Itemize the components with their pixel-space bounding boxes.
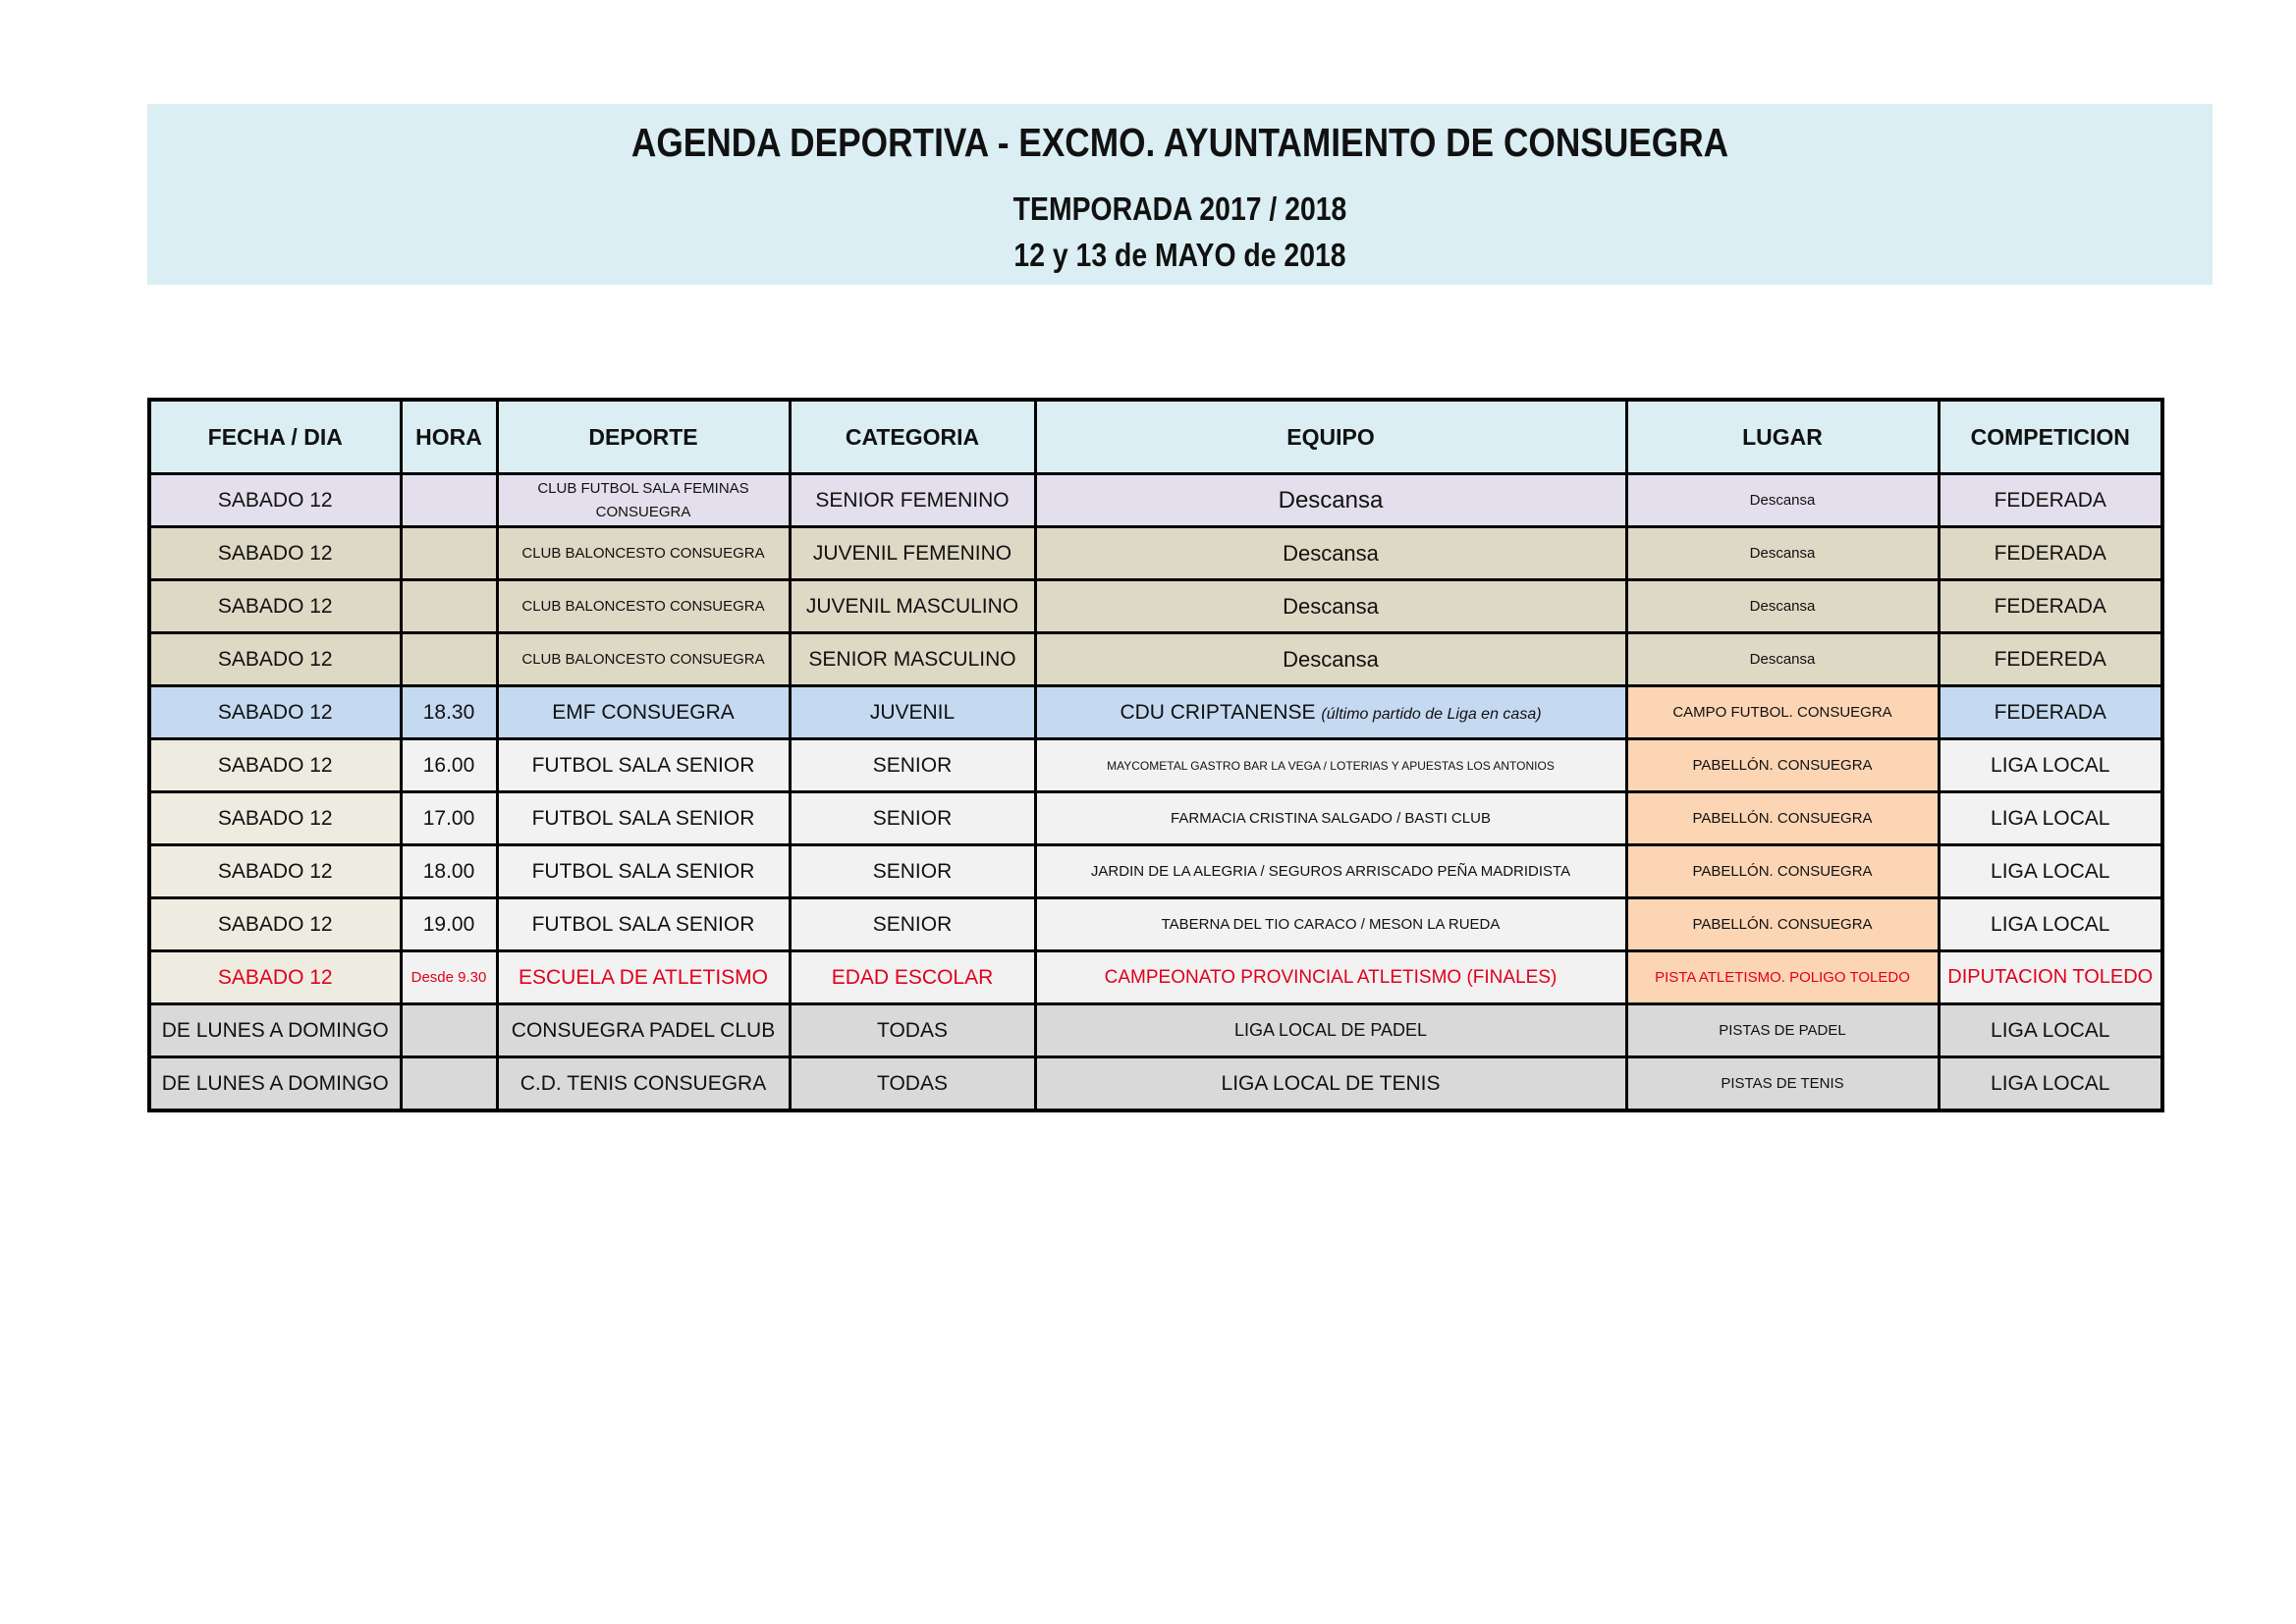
cell-equipo: CAMPEONATO PROVINCIAL ATLETISMO (FINALES) (1035, 951, 1626, 1004)
title-band (147, 104, 2213, 285)
cell-equipo: Descansa (1035, 474, 1626, 527)
cell-hora: Desde 9.30 (401, 951, 497, 1004)
cell-deporte: FUTBOL SALA SENIOR (497, 739, 790, 792)
table-row (149, 474, 2162, 527)
cell-equipo: Descansa (1035, 580, 1626, 633)
cell-categoria: EDAD ESCOLAR (790, 951, 1035, 1004)
table-row (149, 1004, 2162, 1057)
cell-hora (401, 1004, 497, 1057)
cell-fecha: SABADO 12 (149, 845, 401, 898)
cell-lugar: Descansa (1626, 474, 1939, 527)
cell-deporte: FUTBOL SALA SENIOR (497, 792, 790, 845)
cell-equipo: Descansa (1035, 633, 1626, 686)
cell-lugar: PABELLÓN. CONSUEGRA (1626, 739, 1939, 792)
cell-hora (401, 474, 497, 527)
table-row (149, 527, 2162, 580)
table-row (149, 633, 2162, 686)
cell-hora: 17.00 (401, 792, 497, 845)
cell-categoria: JUVENIL FEMENINO (790, 527, 1035, 580)
cell-hora (401, 633, 497, 686)
cell-fecha: SABADO 12 (149, 527, 401, 580)
cell-categoria: SENIOR MASCULINO (790, 633, 1035, 686)
cell-competicion: FEDERADA (1939, 580, 2162, 633)
cell-categoria: JUVENIL (790, 686, 1035, 739)
cell-deporte: CLUB BALONCESTO CONSUEGRA (497, 580, 790, 633)
cell-categoria: SENIOR (790, 739, 1035, 792)
document-title: AGENDA DEPORTIVA - EXCMO. AYUNTAMIENTO DE CONSUEGRA (630, 120, 1729, 165)
column-header-equipo: EQUIPO (1035, 400, 1626, 474)
cell-categoria: JUVENIL MASCULINO (790, 580, 1035, 633)
cell-deporte: CLUB BALONCESTO CONSUEGRA (497, 633, 790, 686)
table-row (149, 739, 2162, 792)
cell-categoria: SENIOR FEMENINO (790, 474, 1035, 527)
cell-categoria: TODAS (790, 1057, 1035, 1111)
cell-deporte: CLUB FUTBOL SALA FEMINAS CONSUEGRA (497, 474, 790, 527)
cell-categoria: SENIOR (790, 792, 1035, 845)
cell-deporte: FUTBOL SALA SENIOR (497, 898, 790, 951)
agenda-table (147, 398, 2164, 1112)
cell-equipo: JARDIN DE LA ALEGRIA / SEGUROS ARRISCADO PEÑA MADRIDISTA (1035, 845, 1626, 898)
cell-deporte: ESCUELA DE ATLETISMO (497, 951, 790, 1004)
cell-lugar: CAMPO FUTBOL. CONSUEGRA (1626, 686, 1939, 739)
cell-competicion: LIGA LOCAL (1939, 845, 2162, 898)
cell-hora (401, 527, 497, 580)
cell-hora: 18.30 (401, 686, 497, 739)
cell-fecha: SABADO 12 (149, 951, 401, 1004)
table-row (149, 580, 2162, 633)
cell-hora: 19.00 (401, 898, 497, 951)
cell-categoria: TODAS (790, 1004, 1035, 1057)
table-row (149, 898, 2162, 951)
cell-fecha: DE LUNES A DOMINGO (149, 1057, 401, 1111)
cell-deporte: C.D. TENIS CONSUEGRA (497, 1057, 790, 1111)
cell-competicion: DIPUTACION TOLEDO (1939, 951, 2162, 1004)
cell-fecha: SABADO 12 (149, 474, 401, 527)
cell-categoria: SENIOR (790, 845, 1035, 898)
cell-fecha: DE LUNES A DOMINGO (149, 1004, 401, 1057)
table-row (149, 1057, 2162, 1111)
cell-lugar: Descansa (1626, 633, 1939, 686)
cell-fecha: SABADO 12 (149, 792, 401, 845)
table-header-row (149, 400, 2162, 474)
table-row (149, 686, 2162, 739)
cell-competicion: FEDERADA (1939, 527, 2162, 580)
cell-lugar: PABELLÓN. CONSUEGRA (1626, 792, 1939, 845)
cell-fecha: SABADO 12 (149, 633, 401, 686)
table-row (149, 951, 2162, 1004)
cell-competicion: FEDERADA (1939, 686, 2162, 739)
cell-fecha: SABADO 12 (149, 580, 401, 633)
cell-hora (401, 580, 497, 633)
cell-equipo (1035, 686, 1626, 739)
cell-equipo: LIGA LOCAL DE TENIS (1035, 1057, 1626, 1111)
equipo-note: (último partido de Liga en casa) (1321, 705, 1542, 723)
cell-deporte: EMF CONSUEGRA (497, 686, 790, 739)
cell-fecha: SABADO 12 (149, 739, 401, 792)
column-header-hora: HORA (401, 400, 497, 474)
cell-lugar: PISTAS DE PADEL (1626, 1004, 1939, 1057)
column-header-deporte: DEPORTE (497, 400, 790, 474)
cell-deporte: CLUB BALONCESTO CONSUEGRA (497, 527, 790, 580)
cell-equipo: TABERNA DEL TIO CARACO / MESON LA RUEDA (1035, 898, 1626, 951)
season-label: TEMPORADA 2017 / 2018 (1012, 190, 1347, 227)
cell-deporte: FUTBOL SALA SENIOR (497, 845, 790, 898)
cell-equipo: FARMACIA CRISTINA SALGADO / BASTI CLUB (1035, 792, 1626, 845)
cell-competicion: LIGA LOCAL (1939, 898, 2162, 951)
cell-fecha: SABADO 12 (149, 686, 401, 739)
cell-lugar: PABELLÓN. CONSUEGRA (1626, 845, 1939, 898)
table-row (149, 792, 2162, 845)
cell-competicion: LIGA LOCAL (1939, 1057, 2162, 1111)
cell-competicion: LIGA LOCAL (1939, 1004, 2162, 1057)
column-header-categoria: CATEGORIA (790, 400, 1035, 474)
cell-equipo: Descansa (1035, 527, 1626, 580)
cell-competicion: LIGA LOCAL (1939, 792, 2162, 845)
cell-lugar: Descansa (1626, 527, 1939, 580)
cell-lugar: PABELLÓN. CONSUEGRA (1626, 898, 1939, 951)
cell-deporte: CONSUEGRA PADEL CLUB (497, 1004, 790, 1057)
column-header-competicion: COMPETICION (1939, 400, 2162, 474)
column-header-fecha: FECHA / DIA (149, 400, 401, 474)
cell-hora: 16.00 (401, 739, 497, 792)
cell-categoria: SENIOR (790, 898, 1035, 951)
cell-lugar: PISTA ATLETISMO. POLIGO TOLEDO (1626, 951, 1939, 1004)
cell-hora (401, 1057, 497, 1111)
cell-competicion: FEDERADA (1939, 474, 2162, 527)
cell-competicion: FEDEREDA (1939, 633, 2162, 686)
date-range: 12 y 13 de MAYO de 2018 (1013, 237, 1346, 273)
table-row (149, 845, 2162, 898)
cell-fecha: SABADO 12 (149, 898, 401, 951)
cell-lugar: Descansa (1626, 580, 1939, 633)
cell-lugar: PISTAS DE TENIS (1626, 1057, 1939, 1111)
cell-equipo: MAYCOMETAL GASTRO BAR LA VEGA / LOTERIAS Y APUESTAS LOS ANTONIOS (1035, 739, 1626, 792)
cell-equipo: LIGA LOCAL DE PADEL (1035, 1004, 1626, 1057)
column-header-lugar: LUGAR (1626, 400, 1939, 474)
equipo-name: CDU CRIPTANENSE (1120, 700, 1316, 724)
cell-competicion: LIGA LOCAL (1939, 739, 2162, 792)
cell-hora: 18.00 (401, 845, 497, 898)
